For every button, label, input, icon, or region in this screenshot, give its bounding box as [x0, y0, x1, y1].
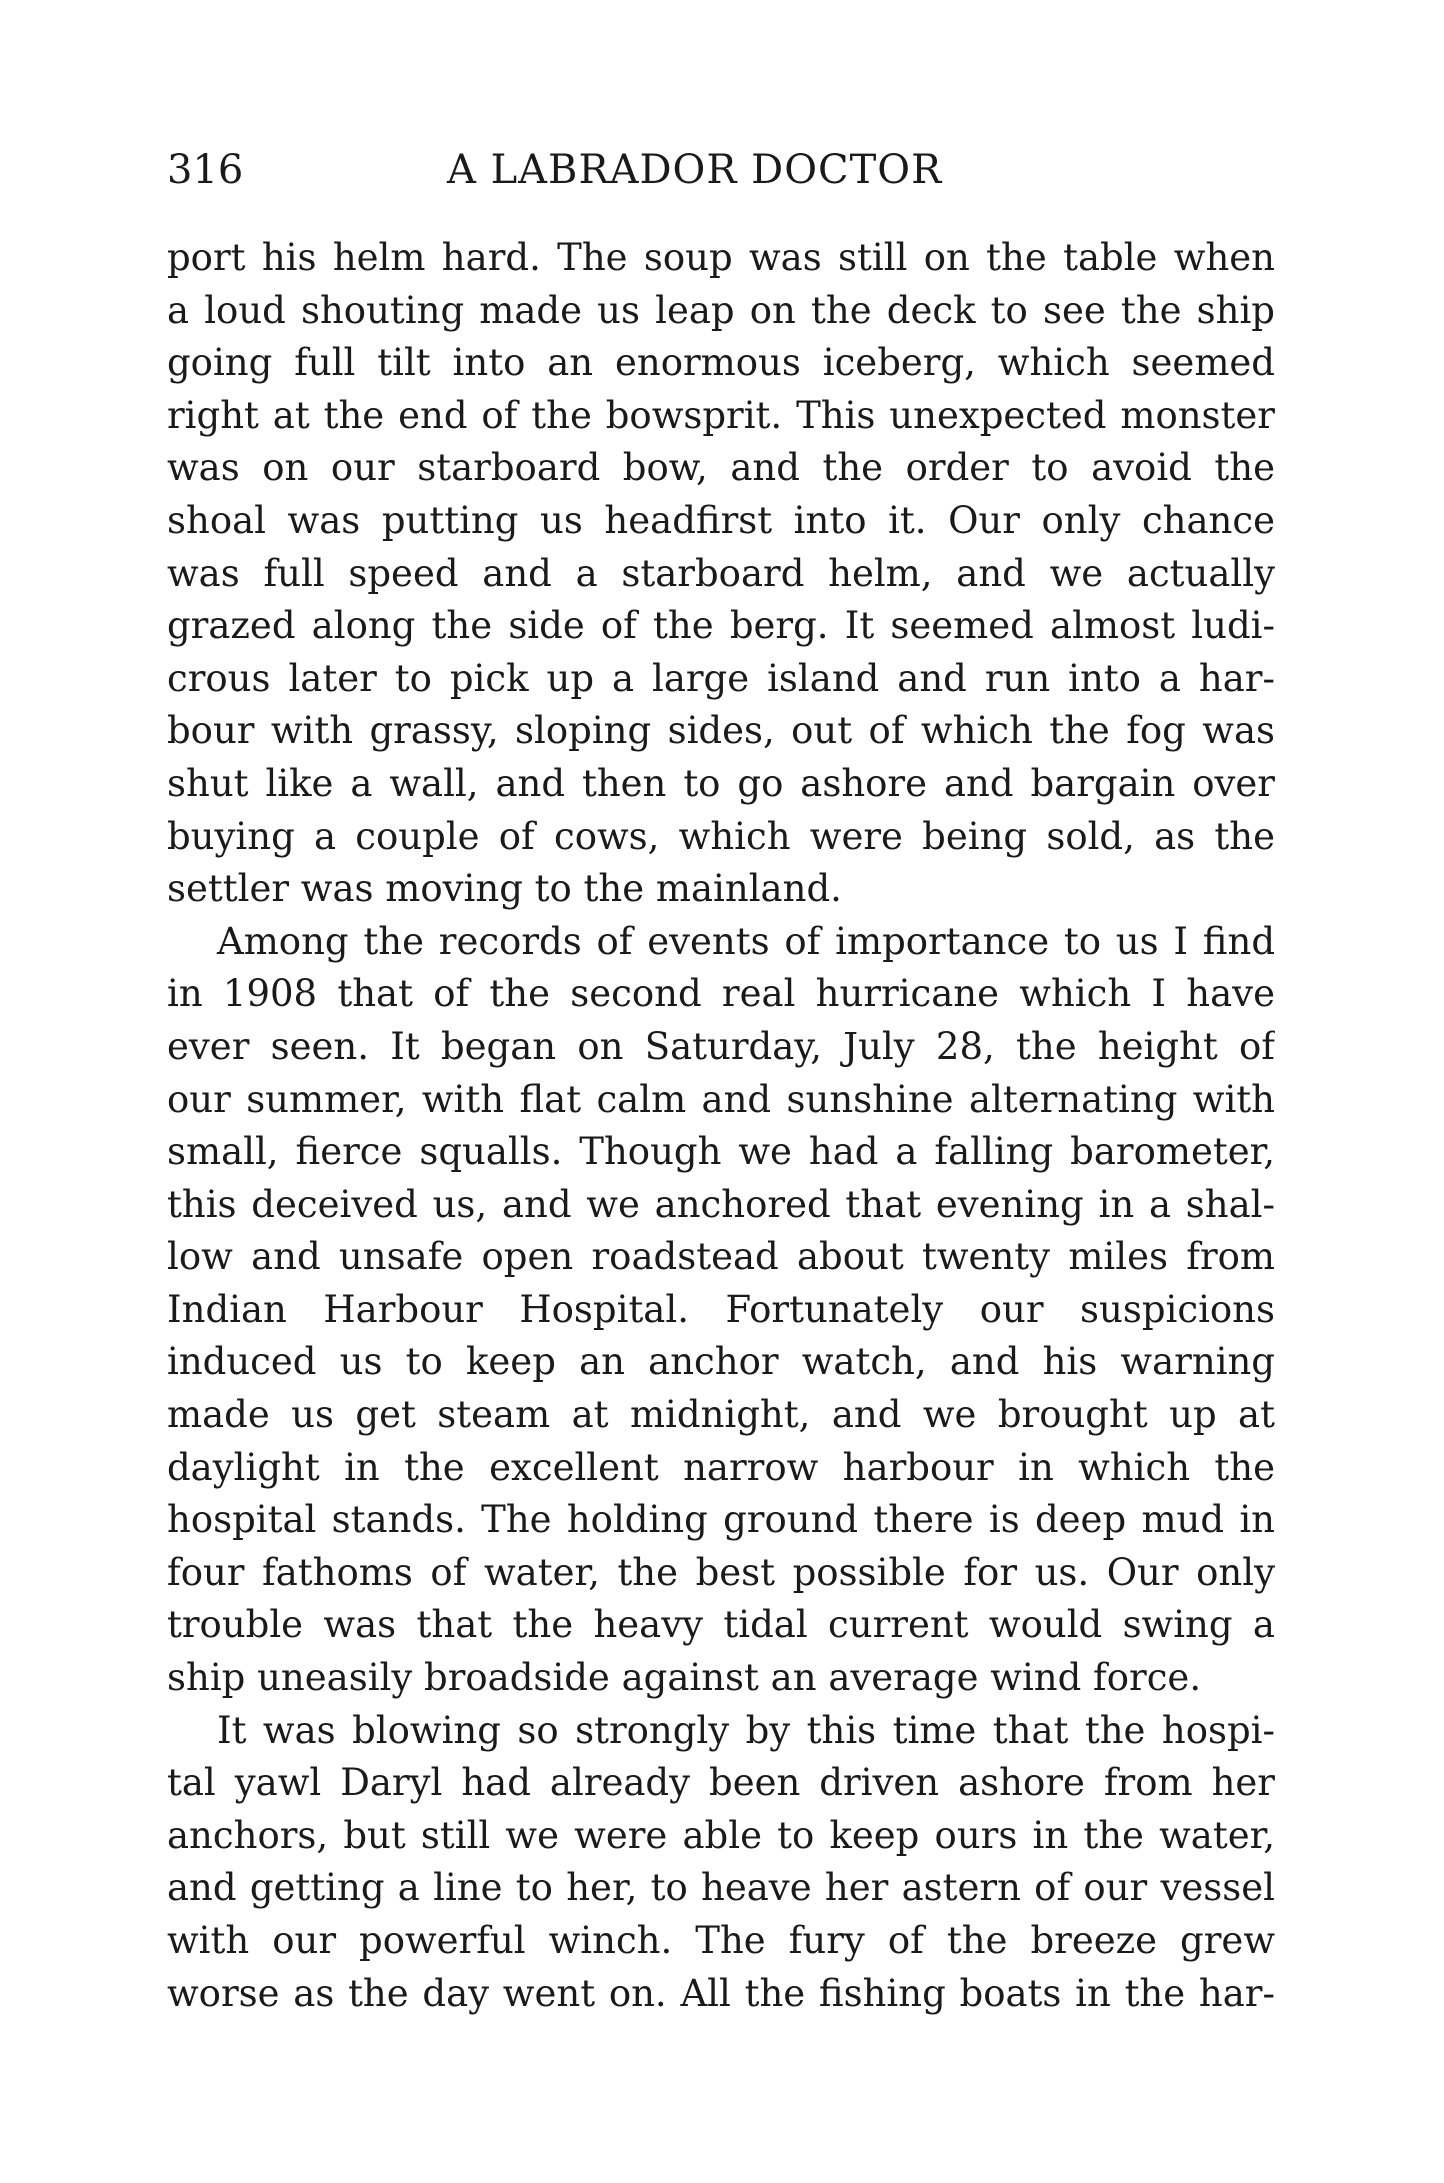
text-line: induced us to keep an anchor watch, and his warning: [167, 1340, 1275, 1384]
text-line: Indian Harbour Hospital. Fortunately our suspicions: [167, 1287, 1275, 1331]
text-line: right at the end of the bowsprit. This unexpected monster: [167, 393, 1275, 437]
text-line: hospital stands. The holding ground there is deep mud in: [167, 1498, 1275, 1542]
text-line: ever seen. It began on Saturday, July 28, the height of: [167, 1024, 1275, 1068]
text-line: with our powerful winch. The fury of the breeze grew: [167, 1919, 1275, 1962]
body-text: [167, 232, 1275, 2020]
text-line: made us get steam at midnight, and we brought up at: [167, 1393, 1275, 1437]
running-head: A LABRADOR DOCTOR: [447, 147, 943, 193]
text-line: was on our starboard bow, and the order to avoid the: [167, 446, 1275, 490]
text-line: ship uneasily broadside against an average wind force.: [167, 1656, 1202, 1700]
text-line: crous later to pick up a large island and run into a har-: [167, 656, 1275, 700]
text-line: daylight in the excellent narrow harbour in which the: [167, 1445, 1275, 1489]
text-line: tal yawl Daryl had already been driven ashore from her: [167, 1761, 1275, 1805]
text-line: buying a couple of cows, which were being sold, as the: [167, 814, 1275, 858]
text-line: Among the records of events of importance to us I find: [217, 919, 1275, 963]
text-line: settler was moving to the mainland.: [167, 867, 842, 911]
text-line: this deceived us, and we anchored that evening in a shal-: [167, 1182, 1275, 1226]
page-number: 316: [167, 147, 244, 193]
text-line: small, fierce squalls. Though we had a falling barometer,: [167, 1130, 1275, 1174]
text-line: going full tilt into an enormous iceberg, which seemed: [167, 341, 1275, 385]
text-line: grazed along the side of the berg. It seemed almost ludi-: [167, 604, 1275, 648]
text-line: in 1908 that of the second real hurricane which I have: [167, 972, 1275, 1016]
text-line: anchors, but still we were able to keep ours in the water,: [167, 1813, 1275, 1857]
text-line: and getting a line to her, to heave her astern of our vessel: [167, 1866, 1275, 1910]
paragraph-1: [167, 232, 1275, 916]
text-line: was full speed and a starboard helm, and we actually: [167, 551, 1275, 595]
text-line: low and unsafe open roadstead about twenty miles from: [167, 1235, 1275, 1279]
page-header: [167, 140, 1275, 200]
text-line: port his helm hard. The soup was still on the table when: [167, 236, 1275, 279]
text-line: a loud shouting made us leap on the deck to see the ship: [167, 288, 1275, 332]
text-line: four fathoms of water, the best possible for us. Our only: [167, 1550, 1275, 1594]
text-line: trouble was that the heavy tidal current would swing a: [167, 1603, 1275, 1647]
text-line: It was blowing so strongly by this time that the hospi-: [217, 1708, 1275, 1752]
text-line: bour with grassy, sloping sides, out of which the fog was: [167, 709, 1275, 753]
paragraph-3: [167, 1705, 1275, 2021]
text-line: shoal was putting us headfirst into it. Our only chance: [167, 498, 1275, 542]
text-line: our summer, with flat calm and sunshine alternating with: [167, 1077, 1275, 1121]
text-line: shut like a wall, and then to go ashore and bargain over: [167, 761, 1275, 805]
paragraph-2: [167, 916, 1275, 1705]
text-line: worse as the day went on. All the fishing boats in the har-: [167, 1971, 1275, 2015]
